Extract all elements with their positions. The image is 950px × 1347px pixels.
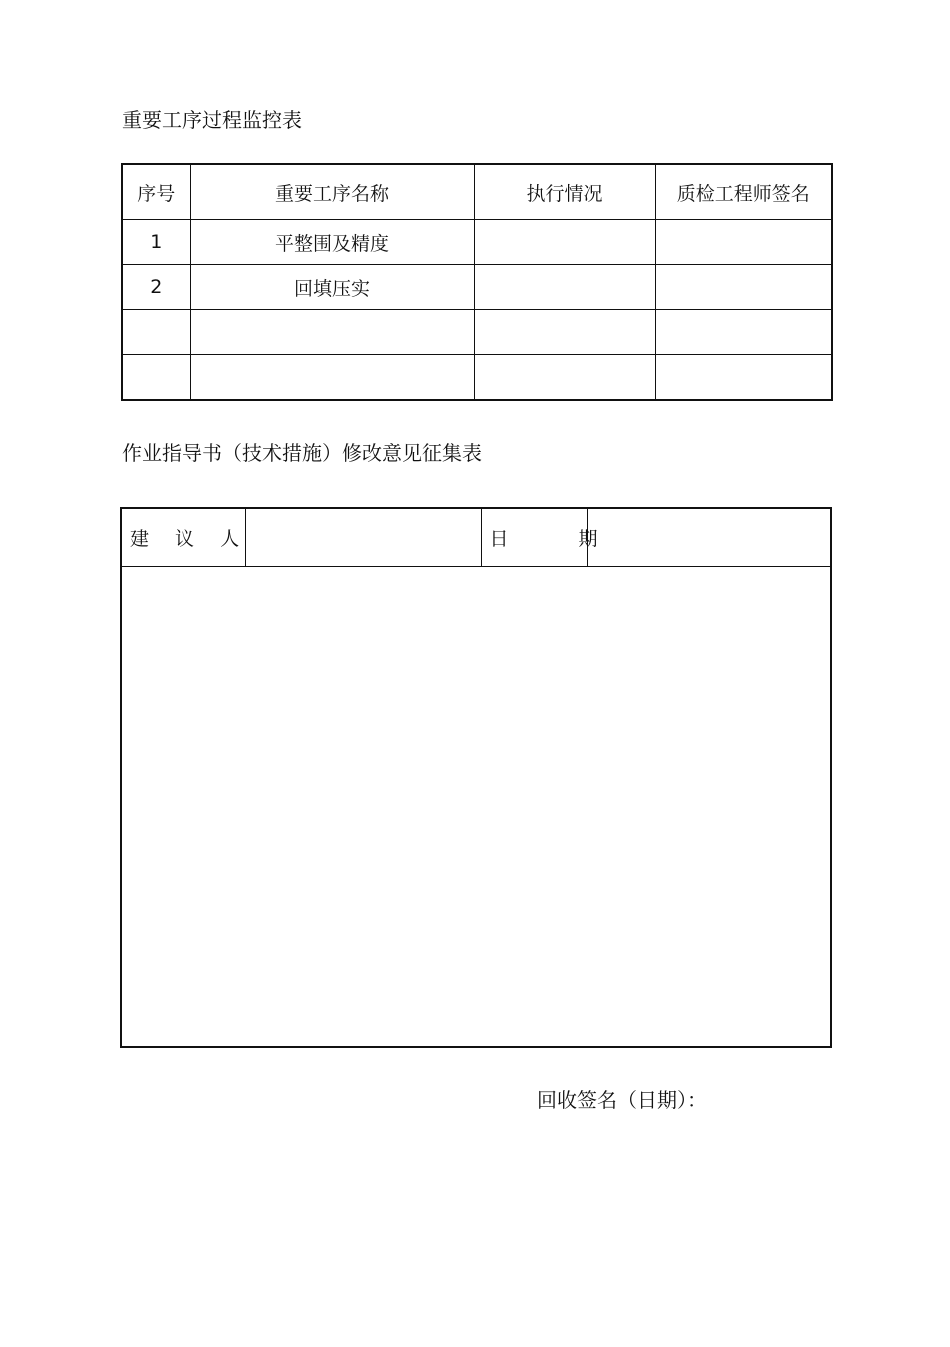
row-process-name: 平整围及精度: [190, 220, 474, 265]
proposer-label: 建 议 人: [121, 508, 245, 567]
row-no[interactable]: [122, 355, 190, 401]
feedback-form-title: 作业指导书（技术措施）修改意见征集表: [122, 441, 482, 465]
table-row: [122, 220, 832, 265]
row-signature-cell[interactable]: [655, 355, 832, 401]
row-process-name[interactable]: [190, 355, 474, 401]
row-signature-cell[interactable]: [655, 265, 832, 310]
feedback-form-table: [120, 507, 832, 1048]
date-label: 日 期: [481, 508, 587, 567]
row-status-cell[interactable]: [474, 220, 655, 265]
row-signature-cell[interactable]: [655, 220, 832, 265]
table-row: [122, 355, 832, 401]
process-monitor-table: [121, 163, 833, 401]
header-inspector-signature: 质检工程师签名: [655, 164, 832, 220]
row-process-name: 回填压实: [190, 265, 474, 310]
feedback-body-field[interactable]: [121, 567, 831, 1048]
row-status-cell[interactable]: [474, 310, 655, 355]
feedback-body-row: [121, 567, 831, 1048]
table-row: [122, 265, 832, 310]
feedback-meta-row: [121, 508, 831, 567]
row-status-cell[interactable]: [474, 265, 655, 310]
row-no: 2: [122, 265, 190, 310]
row-no: 1: [122, 220, 190, 265]
row-signature-cell[interactable]: [655, 310, 832, 355]
header-status: 执行情况: [474, 164, 655, 220]
header-process-name: 重要工序名称: [190, 164, 474, 220]
row-process-name[interactable]: [190, 310, 474, 355]
row-no[interactable]: [122, 310, 190, 355]
row-status-cell[interactable]: [474, 355, 655, 401]
header-no: 序号: [122, 164, 190, 220]
proposer-field[interactable]: [245, 508, 481, 567]
table-header-row: [122, 164, 832, 220]
table-row: [122, 310, 832, 355]
monitor-table-title: 重要工序过程监控表: [122, 108, 302, 132]
recall-signature-label: 回收签名（日期）：: [537, 1088, 707, 1112]
